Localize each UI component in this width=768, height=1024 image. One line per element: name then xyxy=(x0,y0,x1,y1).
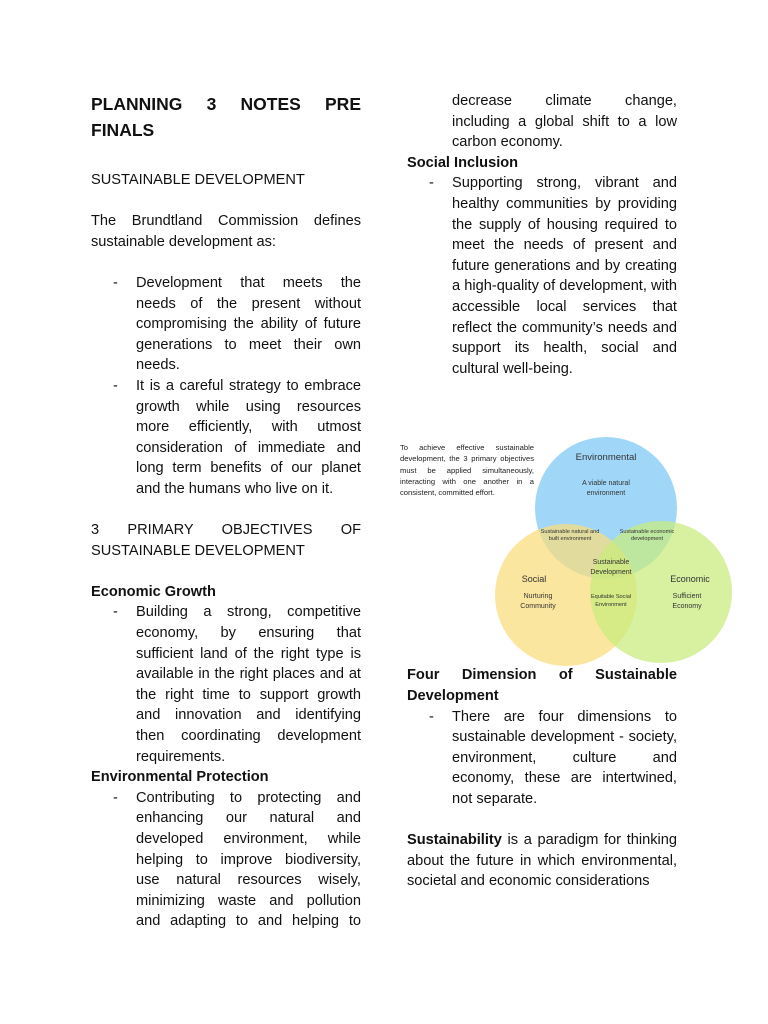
environmental-protection-continued-text: decrease climate change, including a global shift to a low carbon economy. xyxy=(452,93,677,151)
list-item: - Development that meets the needs of the present without compromising the ability of future generations to meet their own needs. xyxy=(113,274,361,374)
sustainability-paragraph xyxy=(407,830,677,892)
list-item: - Supporting strong, vibrant and healthy communities by providing the supply of housing required to meet the needs of present and future generations and by creating a high-quality of development, with accessible local services that reflect the community’s needs and support its health, social and cultural well-being. xyxy=(429,175,677,377)
venn-social-sub2: Community xyxy=(520,603,556,610)
venn-circle-economic xyxy=(590,521,732,663)
left-column xyxy=(91,0,361,932)
environmental-protection-text: Contributing to protecting and enhancing our natural and developed environment, while helping to improve biodiversity, use natural resources wisely, minimizing waste and pollution and adapting to and helping to xyxy=(136,789,361,930)
definition-bullet-2: It is a careful strategy to embrace growth while using resources more efficiently, with utmost consideration of immediate and long term benefits of our planet and the humans who live on it. xyxy=(136,377,361,497)
venn-economic-title: Economic xyxy=(670,574,710,584)
venn-economic-sub1: Sufficient xyxy=(672,593,702,600)
venn-social-econ-1: Equitable Social xyxy=(590,594,632,600)
venn-env-social-2: built environment xyxy=(548,536,592,542)
venn-social-econ-2: Environment xyxy=(595,602,627,608)
economic-growth-text: Building a strong, competitive economy, by ensuring that sufficient land of the right type is available in the right places and at the right time to support growth and innovation and identifying then coordinating development requirements. xyxy=(136,604,361,765)
list-item: - There are four dimensions to sustainable development - society, environment, culture and economy, these are intertwined, not separate. xyxy=(429,708,677,807)
four-dimension-text: There are four dimensions to sustainable development - society, environment, culture and economy, these are intertwined, not separate. xyxy=(452,708,677,807)
venn-env-econ-2: development xyxy=(630,536,664,542)
venn-environmental-title: Environmental xyxy=(575,452,637,463)
sustainability-term: Sustainability xyxy=(407,832,502,849)
section-heading-sustainable-development: SUSTAINABLE DEVELOPMENT xyxy=(91,172,305,188)
environmental-protection-continuation xyxy=(407,91,677,153)
venn-social-title: Social xyxy=(521,574,547,584)
venn-svg xyxy=(398,432,738,672)
venn-env-econ-1: Sustainable economic xyxy=(619,529,675,535)
intro-paragraph: The Brundtland Commission defines sustainable development as: xyxy=(91,213,361,250)
list-item: - It is a careful strategy to embrace growth while using resources more efficiently, with utmost consideration of immediate and long term benefits of our planet and the humans who live on it. xyxy=(113,377,361,497)
social-inclusion-text: Supporting strong, vibrant and healthy communities by providing the supply of housing required to meet the needs of present and future generations and by creating a high-quality of development, with accessible local services that reflect the community’s needs and support its health, social and cultural well-being. xyxy=(452,175,677,377)
social-inclusion-heading: Social Inclusion xyxy=(407,154,519,171)
venn-social-sub1: Nurturing xyxy=(523,593,553,600)
page-title: PLANNING 3 NOTES PRE FINALS xyxy=(91,94,361,140)
definition-bullet-1: Development that meets the needs of the present without compromising the ability of future generations to meet their own needs. xyxy=(136,274,361,374)
objectives-heading: 3 PRIMARY OBJECTIVES OF SUSTAINABLE DEVELOPMENT xyxy=(91,522,361,559)
four-dimension-heading: Four Dimension of Sustainable Development xyxy=(407,667,677,704)
environmental-protection-heading: Environmental Protection xyxy=(91,769,269,786)
list-item: - Contributing to protecting and enhancing our natural and developed environment, while helping to improve biodiversity, use natural resources wisely, minimizing waste and pollution and adapting to and helping to xyxy=(113,789,361,930)
venn-economic-sub2: Economy xyxy=(672,603,702,610)
venn-env-social-1: Sustainable natural and xyxy=(540,529,600,535)
venn-center-1: Sustainable xyxy=(592,559,630,566)
venn-note: To achieve effective sustainable development, the 3 primary objectives must be applied simultaneously, interacting with one another in a consistent, committed effort. xyxy=(400,443,534,498)
economic-growth-heading: Economic Growth xyxy=(91,583,216,600)
venn-environmental-sub2: environment xyxy=(586,490,626,497)
venn-diagram xyxy=(398,432,738,672)
venn-environmental-sub1: A viable natural xyxy=(582,480,630,487)
venn-center-2: Development xyxy=(590,569,632,576)
list-item: - Building a strong, competitive economy, by ensuring that sufficient land of the right type is available in the right places and at the right time to support growth and innovation and identifying then coordinating development requirements. xyxy=(113,604,361,765)
sustainability-text: is a paradigm for thinking about the future in which environmental, societal and economic considerations xyxy=(407,832,677,890)
